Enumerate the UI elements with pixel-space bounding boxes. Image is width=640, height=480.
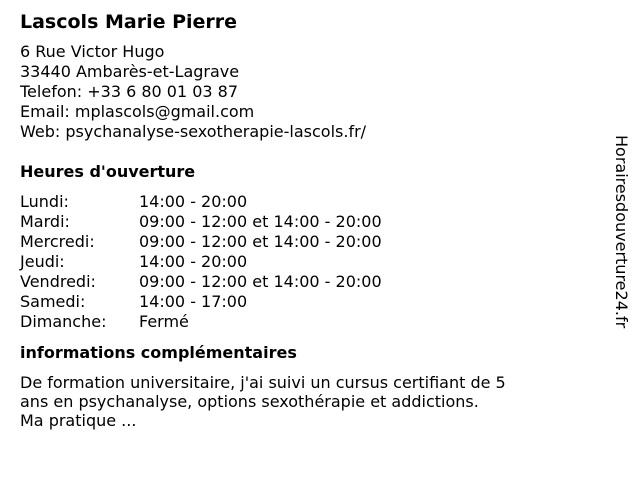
hours-row-mardi xyxy=(20,212,600,232)
website: Web: psychanalyse-sexotherapie-lascols.fr/ xyxy=(20,122,367,141)
business-card xyxy=(20,9,600,430)
hours-time: 09:00 - 12:00 et 14:00 - 20:00 xyxy=(139,212,382,231)
email-address: Email: mplascols@gmail.com xyxy=(20,102,255,121)
hours-row-vendredi xyxy=(20,272,600,292)
hours-time: 14:00 - 20:00 xyxy=(139,192,248,211)
hours-time: 09:00 - 12:00 et 14:00 - 20:00 xyxy=(139,272,382,291)
business-name: Lascols Marie Pierre xyxy=(20,11,238,33)
hours-row-mercredi xyxy=(20,232,600,252)
phone-number: Telefon: +33 6 80 01 03 87 xyxy=(20,82,239,101)
site-watermark: Horairesdouverture24.fr xyxy=(612,135,631,329)
hours-row-jeudi xyxy=(20,252,600,272)
hours-day: Vendredi: xyxy=(20,272,96,291)
address-city: 33440 Ambarès-et-Lagrave xyxy=(20,62,240,81)
additional-info-heading: informations complémentaires xyxy=(20,343,297,362)
hours-day: Samedi: xyxy=(20,292,86,311)
hours-day: Dimanche: xyxy=(20,312,107,331)
hours-time: 14:00 - 17:00 xyxy=(139,292,248,311)
opening-hours-heading: Heures d'ouverture xyxy=(20,162,196,181)
hours-day: Mardi: xyxy=(20,212,70,231)
hours-day: Lundi: xyxy=(20,192,69,211)
additional-info-text: De formation universitaire, j'ai suivi un cursus certifiant de 5 ans en psychanalyse, options sexothérapie et addictions. Ma pratique ... xyxy=(20,373,506,430)
opening-hours-table xyxy=(20,192,600,332)
address-street: 6 Rue Victor Hugo xyxy=(20,42,165,61)
hours-day: Mercredi: xyxy=(20,232,95,251)
hours-day: Jeudi: xyxy=(20,252,65,271)
hours-row-dimanche xyxy=(20,312,600,332)
hours-time: 14:00 - 20:00 xyxy=(139,252,248,271)
hours-row-samedi xyxy=(20,292,600,312)
hours-row-lundi xyxy=(20,192,600,212)
hours-time: Fermé xyxy=(139,312,189,331)
hours-time: 09:00 - 12:00 et 14:00 - 20:00 xyxy=(139,232,382,251)
